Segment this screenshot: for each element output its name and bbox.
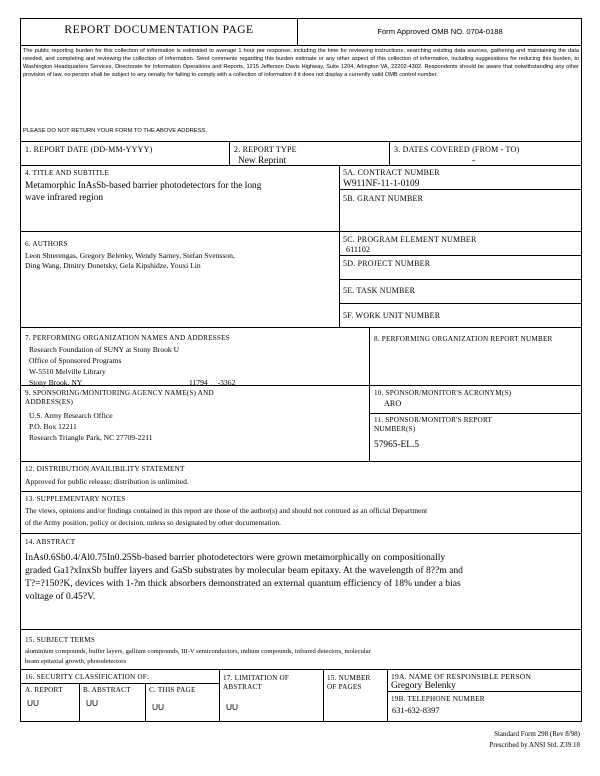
field-authors (21, 231, 339, 327)
dates-covered-label: 3. DATES COVERED (FROM - TO) (394, 145, 520, 154)
field-number-of-pages (323, 669, 387, 721)
telephone-label: 19B. TELEPHONE NUMBER (391, 695, 485, 703)
title-line-1: Metamorphic InAsSb-based barrier photodetectors for the long (25, 181, 262, 191)
field-security-classification (21, 669, 219, 683)
field-supplementary-notes (21, 491, 581, 533)
performing-org-line-1: Research Foundation of SUNY at Stony Brook U (29, 345, 180, 354)
responsible-person-label: 19A. NAME OF RESPONSIBLE PERSON (391, 672, 532, 681)
field-page-class (145, 683, 219, 721)
number-of-pages-label-1: 15. NUMBER (327, 674, 371, 682)
field-sponsor-acronym (369, 385, 581, 413)
performing-report-label: 8. PERFORMING ORGANIZATION REPORT NUMBER (374, 335, 553, 343)
abstract-label: 14. ABSTRACT (25, 538, 76, 546)
abstract-line-3: T?=?150?K, devices with 1-?m thick absorbers demonstrated an external quantum efficiency of 18% under a bias (25, 578, 461, 589)
report-type-value: New Reprint (238, 156, 287, 166)
field-telephone (387, 691, 581, 721)
field-work-unit (339, 303, 581, 327)
sponsor-acronym-label: 10. SPONSOR/MONITOR'S ACRONYM(S) (374, 389, 512, 397)
page-class-label: C. THIS PAGE (149, 686, 196, 694)
field-abstract-class (79, 683, 145, 721)
performing-org-line-4: Stony Brook, NY (29, 378, 83, 387)
performing-org-zip: 11794 -3362 (189, 378, 236, 387)
performing-org-line-2: Office of Sponsored Programs (29, 356, 122, 365)
contract-number-label: 5A. CONTRACT NUMBER (343, 168, 440, 177)
field-report-type (229, 141, 389, 165)
report-date-label: 1. REPORT DATE (DD-MM-YYYY) (25, 145, 153, 154)
authors-line-2: Ding Wang, Dmitry Donetsky, Gela Kipshidze, Youxi Lin (25, 261, 201, 270)
subject-terms-label: 15. SUBJECT TERMS (25, 636, 96, 644)
sponsoring-agency-line-1: U.S. Army Research Office (29, 411, 113, 420)
authors-line-1: Leon Shterengas, Gregory Belenky, Wendy Sarney, Stefan Svensson, (25, 251, 235, 260)
subject-terms-line-1: aluminium compounds, buffer layers, gallium compounds, III-V semiconductors, indium compounds, infrared detectors, molecular (25, 648, 371, 655)
number-of-pages-label-2: OF PAGES (327, 683, 362, 691)
limitation-label-1: 17. LIMITATION OF (223, 674, 290, 682)
form-title (21, 19, 297, 45)
program-element-value: 611102 (346, 245, 370, 254)
field-abstract (21, 533, 581, 629)
distribution-value: Approved for public release; distribution is unlimited. (25, 477, 189, 486)
limitation-label-2: ABSTRACT (223, 683, 263, 691)
title-line-2: wave infrared region (25, 193, 104, 203)
report-documentation-form (20, 18, 582, 722)
omb-approval (297, 19, 581, 45)
sponsor-acronym-value: ARO (384, 399, 402, 408)
report-type-label: 2. REPORT TYPE (234, 145, 297, 154)
field-report-class (21, 683, 79, 721)
sponsoring-agency-line-2: P.O. Box 12211 (29, 422, 77, 431)
ansi-note: Prescribed by ANSI Std. Z39.18 (489, 741, 580, 749)
distribution-label: 12. DISTRIBUTION AVAILIBILITY STATEMENT (25, 465, 185, 473)
sponsor-report-label-1: 11. SPONSOR/MONITOR'S REPORT (374, 416, 493, 424)
work-unit-label: 5F. WORK UNIT NUMBER (343, 311, 441, 320)
task-number-label: 5E. TASK NUMBER (343, 286, 416, 295)
form-title-text: REPORT DOCUMENTATION PAGE (64, 24, 254, 36)
field-distribution (21, 461, 581, 491)
dates-covered-value: - (472, 156, 476, 166)
sponsoring-agency-label-2: ADDRESS(ES) (25, 398, 74, 406)
field-task-number (339, 279, 581, 303)
security-classification-label: 16. SECURITY CLASSIFICATION OF: (25, 673, 150, 681)
grant-number-label: 5B. GRANT NUMBER (343, 194, 424, 203)
title-label: 4. TITLE AND SUBTITLE (25, 169, 109, 177)
authors-label: 6. AUTHORS (25, 240, 68, 248)
performing-org-line-3: W-5510 Melville Library (29, 367, 106, 376)
field-dates-covered (389, 141, 581, 165)
field-responsible-person (387, 669, 581, 691)
burden-statement (21, 45, 581, 139)
supplementary-notes-line-2: of the Army position, policy or decision, unless so designated by other documentation. (25, 518, 281, 527)
field-sponsor-report-number (369, 413, 581, 461)
field-title (21, 165, 339, 231)
performing-org-label: 7. PERFORMING ORGANIZATION NAMES AND ADDRESSES (25, 334, 230, 342)
field-grant-number (339, 189, 581, 231)
supplementary-notes-line-1: The views, opinions and/or findings contained in this report are those of the author(s) and should not contrued as an official Department (25, 506, 428, 515)
field-report-date (21, 141, 229, 165)
subject-terms-line-2: beam epitaxial growth, photodetectors (25, 658, 127, 665)
field-program-element (339, 231, 581, 255)
responsible-person-value: Gregory Belenky (391, 681, 456, 691)
field-sponsoring-agency (21, 385, 369, 461)
field-limitation (219, 669, 323, 721)
burden-text: The public reporting burden for this collection of information is estimated to average 1 hour per response, including the time for reviewing instructions, searching existing data sources, gathering and maintaining the data needed, and completing and reviewing the collection of information. Send comments regarding this burden estimate or any other aspect of this collection of information, including suggesstions for reducing this burden, to Washington Headquarters Services, Directorate for Information Operations and Reports, 1215 Jefferson Davis Highway, Suite 1204, Arlington VA, 22202-4302. Respondents should be aware that notwithstanding any other provision of law, no person shall be subject to any oenalty for failing to comply with a collection of information if it does not display a currently valid OMB control number. (23, 48, 579, 78)
program-element-label: 5C. PROGRAM ELEMENT NUMBER (343, 235, 477, 244)
burden-warning: PLEASE DO NOT RETURN YOUR FORM TO THE ABOVE ADDRESS. (23, 128, 208, 134)
limitation-value: UU (226, 702, 239, 712)
report-class-value: UU (27, 698, 40, 708)
abstract-class-value: UU (86, 698, 99, 708)
abstract-line-4: voltage of 0.45?V. (25, 591, 96, 602)
field-contract-number (339, 165, 581, 189)
sponsoring-agency-label-1: 9. SPONSORING/MONITORING AGENCY NAME(S) AND (25, 389, 214, 397)
field-project-number (339, 255, 581, 279)
project-number-label: 5D. PROJECT NUMBER (343, 259, 431, 268)
telephone-value: 631-632-8397 (392, 706, 440, 715)
sponsoring-agency-line-3: Research Triangle Park, NC 27709-2211 (29, 433, 153, 442)
supplementary-notes-label: 13. SUPPLEMENTARY NOTES (25, 495, 126, 503)
report-class-label: A. REPORT (25, 686, 63, 694)
contract-number-value: W911NF-11-1-0109 (343, 179, 420, 189)
field-subject-terms (21, 629, 581, 669)
abstract-class-label: B. ABSTRACT (83, 686, 131, 694)
sponsor-report-label-2: NUMBER(S) (374, 425, 416, 433)
abstract-line-1: InAs0.6Sb0.4/Al0.75In0.25Sb-based barrier photodetectors were grown metamorphically on compositionally (25, 552, 446, 563)
page-class-value: UU (152, 702, 165, 712)
standard-form-note: Standard Form 298 (Rev 8/98) (494, 730, 580, 738)
abstract-line-2: graded Ga1?xInxSb buffer layers and GaSb substrates by molecular beam epitaxy. At the wavelength of 8??m and (25, 565, 463, 576)
sponsor-report-value: 57965-EL.5 (374, 440, 420, 450)
omb-number: Form Approved OMB NO. 0704-0188 (377, 27, 503, 36)
